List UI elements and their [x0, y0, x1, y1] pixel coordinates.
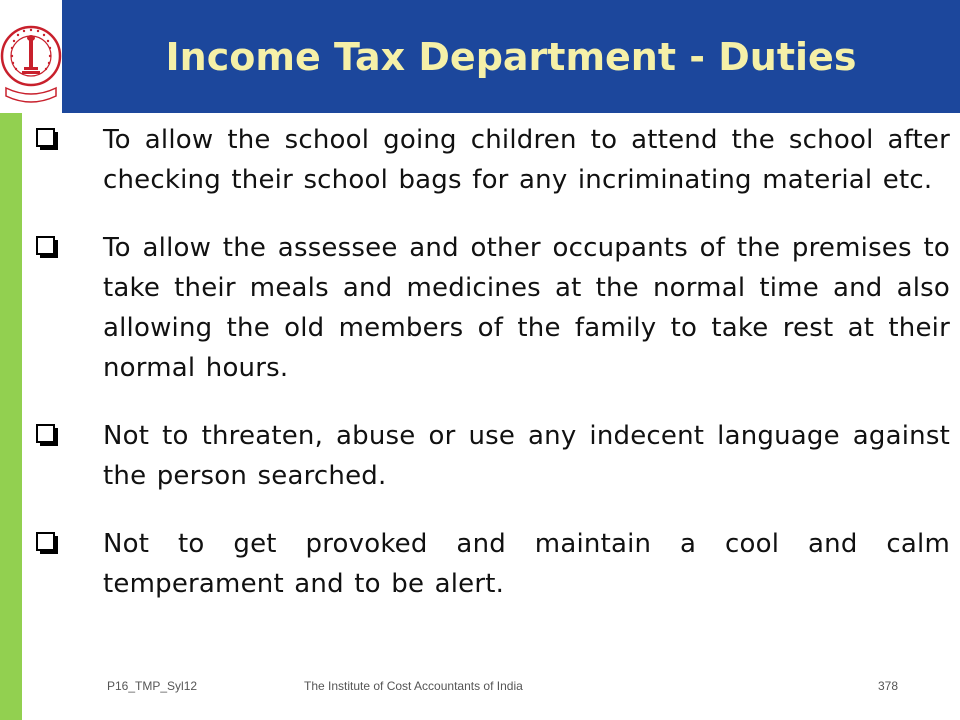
- bullet-item: [30, 120, 950, 200]
- bullet-item: [30, 228, 950, 388]
- side-accent-bar: [0, 113, 22, 720]
- footer-page-number: 378: [878, 679, 899, 693]
- checkbox-bullet-icon: [36, 236, 58, 258]
- bullet-text: To allow the school going children to attend the school after checking their school bags for any incriminating material etc.: [103, 125, 950, 195]
- bullet-text: Not to get provoked and maintain a cool and calm temperament and to be alert.: [103, 529, 950, 599]
- bullet-item: [30, 524, 950, 604]
- bullet-item: [30, 416, 950, 496]
- footer-institute: The Institute of Cost Accountants of India: [304, 679, 523, 693]
- footer-code: P16_TMP_Syl12: [107, 679, 198, 693]
- logo: [0, 0, 62, 113]
- checkbox-bullet-icon: [36, 128, 58, 150]
- checkbox-bullet-icon: [36, 532, 58, 554]
- bullet-text: Not to threaten, abuse or use any indecent language against the person searched.: [103, 421, 950, 491]
- title-bar: [62, 0, 960, 113]
- bullet-text: To allow the assessee and other occupants of the premises to take their meals and medicines at the normal time and also allowing the old members of the family to take rest at their normal hours.: [103, 233, 950, 383]
- institute-seal-icon: [0, 0, 62, 113]
- checkbox-bullet-icon: [36, 424, 58, 446]
- bullet-list: [30, 120, 950, 632]
- slide-title: Income Tax Department - Duties: [165, 34, 857, 79]
